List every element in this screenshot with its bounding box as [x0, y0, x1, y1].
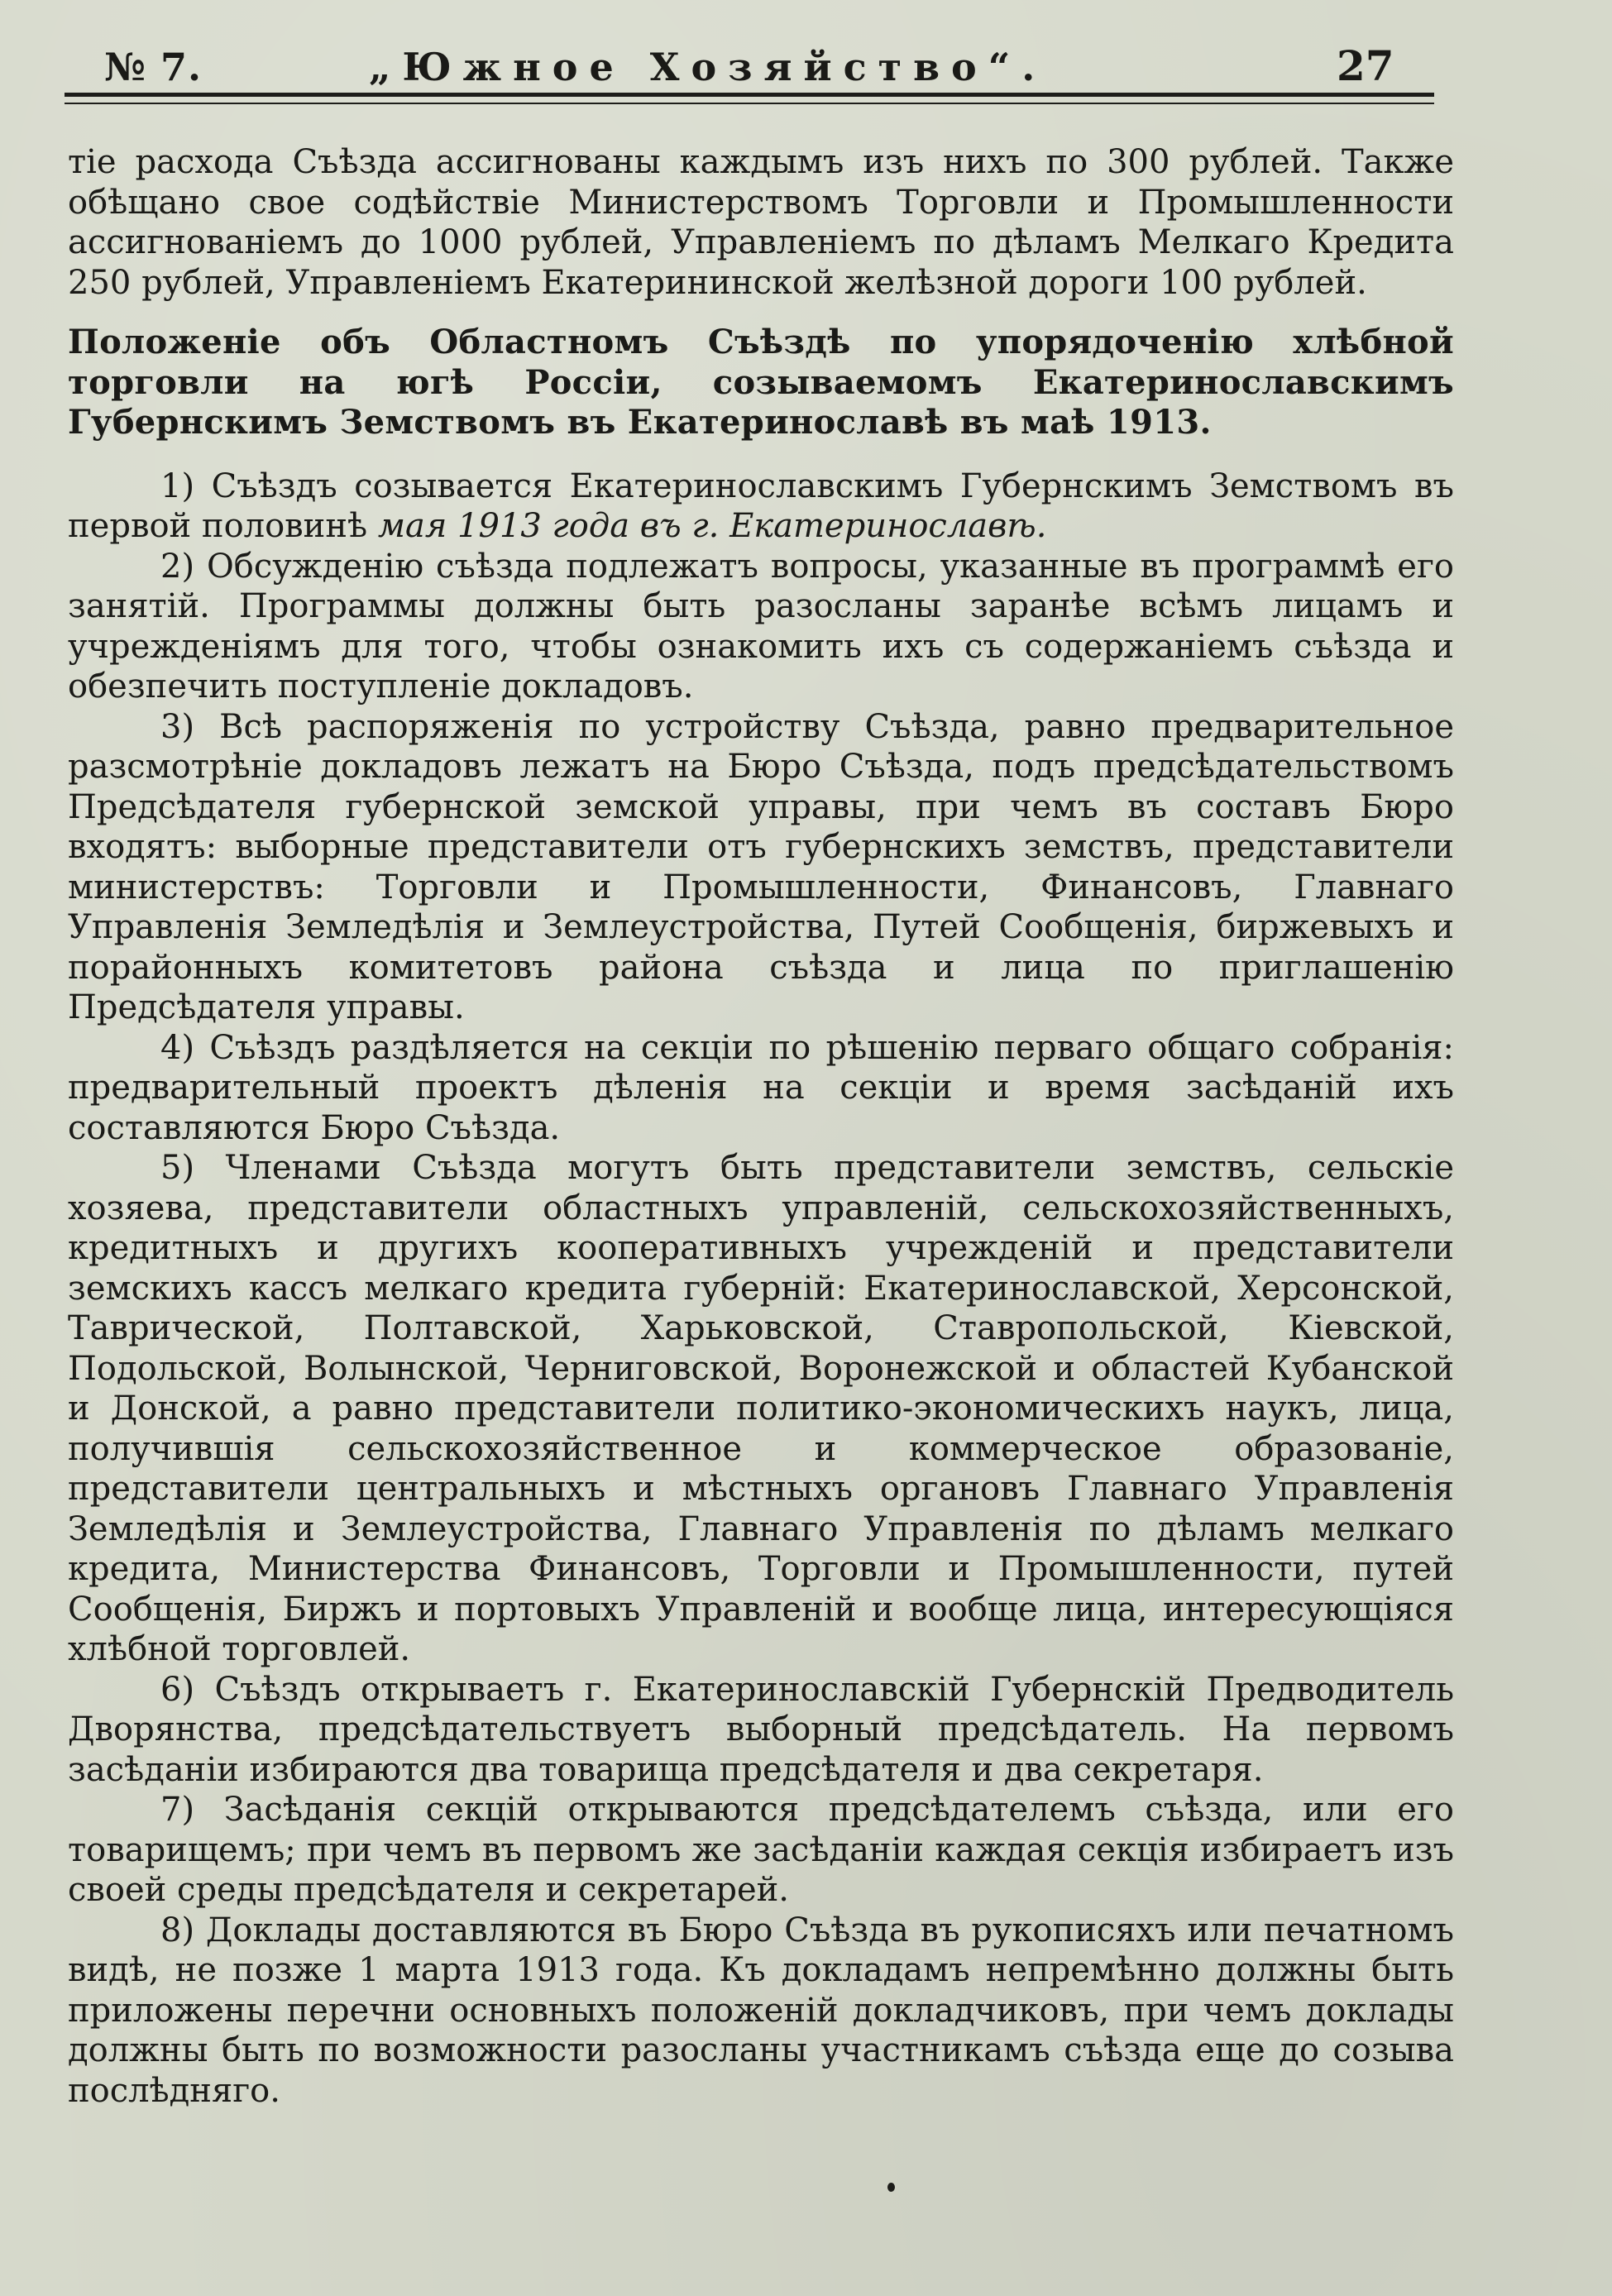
- running-header: [63, 33, 1436, 99]
- clause-8: 8) Доклады доставляются въ Бюро Съѣзда въ рукописяхъ или печатномъ видѣ, не позже 1 марта 1913 года. Къ докладамъ непремѣнно должны быть приложены перечни основныхъ положеній докладчиковъ, при чемъ доклады должны быть по возможности разосланы участникамъ съѣзда еще до созыва послѣдняго.: [68, 1911, 1454, 2110]
- header-rule-thick: [65, 93, 1434, 97]
- clause-5: 5) Членами Съѣзда могутъ быть представители земствъ, сельскіе хозяева, представители областныхъ управленій, сельскохозяйственныхъ, кредитныхъ и другихъ кооперативныхъ учрежденій и представители земскихъ кассъ мелкаго кредита губерній: Екатеринославской, Херсонской, Таврической, Полтавской, Харьковской, Ставропольской, Кіевской, Подольской, Волынской, Черниговской, Воронежской и областей Кубанской и Донской, а равно представители политико-экономическихъ наукъ, лица, получившія сельскохозяйственное и коммерческое образованіе, представители центральныхъ и мѣстныхъ органовъ Главнаго Управленія Земледѣлія и Землеустройства, Главнаго Управленія по дѣламъ мелкаго кредита, Министерства Финансовъ, Торговли и Промышленности, путей Сообщенія, Биржъ и портовыхъ Управленій и вообще лица, интересующіяся хлѣбной торговлей.: [68, 1149, 1454, 1668]
- journal-title: „Южное Хозяйство“.: [369, 45, 1047, 89]
- clause-3: 3) Всѣ распоряженія по устройству Съѣзда, равно предварительное разсмотрѣніе докладовъ лежатъ на Бюро Съѣзда, подъ предсѣдательствомъ Предсѣдателя губернской земской управы, при чемъ въ составъ Бюро входятъ: выборные представители отъ губернскихъ земствъ, представители министерствъ: Торговли и Промышленности, Финансовъ, Главнаго Управленія Земледѣлія и Землеустройства, Путей Сообщенія, биржевыхъ и порайонныхъ комитетовъ района съѣзда и лица по приглашенію Предсѣдателя управы.: [68, 707, 1454, 1026]
- clause-1-text: 1) Съѣздъ созывается Екатеринославскимъ Губернскимъ Земствомъ въ первой половинѣ: [68, 466, 1454, 545]
- clause-1-emphasis: мая 1913 года въ г. Екатеринославѣ.: [377, 507, 1047, 545]
- intro-paragraph: тіе расхода Съѣзда ассигнованы каждымъ изъ нихъ по 300 рублей. Также обѣщано свое содѣйствіе Министерствомъ Торговли и Промышленности ассигнованіемъ до 1000 рублей, Управленіемъ по дѣламъ Мелкаго Кредита 250 рублей, Управленіемъ Екатерининской желѣзной дороги 100 рублей.: [68, 143, 1454, 302]
- clause-1: [68, 466, 1454, 547]
- clause-6: 6) Съѣздъ открываетъ г. Екатеринославскій Губернскій Предводитель Дворянства, предсѣдательствуетъ выборный предсѣдатель. На первомъ засѣданіи избираются два товарища предсѣдателя и два секретаря.: [68, 1670, 1454, 1789]
- ink-dot: [887, 2183, 895, 2192]
- page-number: 27: [1337, 41, 1394, 90]
- issue-number: № 7.: [104, 45, 203, 89]
- article-body: [68, 142, 1454, 2111]
- clause-4: 4) Съѣздъ раздѣляется на секціи по рѣшенію перваго общаго собранія: предварительный проектъ дѣленія на секціи и время засѣданій ихъ составляются Бюро Съѣзда.: [68, 1028, 1454, 1147]
- header-rule-thin: [65, 103, 1434, 104]
- section-heading: Положеніе объ Областномъ Съѣздѣ по упорядоченію хлѣбной торговли на югѣ Россіи, созываемомъ Екатеринославскимъ Губернскимъ Земствомъ въ Екатеринославѣ въ маѣ 1913.: [68, 323, 1454, 442]
- clause-2: 2) Обсужденію съѣзда подлежатъ вопросы, указанные въ программѣ его занятій. Программы должны быть разосланы заранѣе всѣмъ лицамъ и учрежденіямъ для того, чтобы ознакомить ихъ съ содержаніемъ съѣзда и обезпечить поступленіе докладовъ.: [68, 547, 1454, 706]
- clause-7: 7) Засѣданія секцій открываются предсѣдателемъ съѣзда, или его товарищемъ; при чемъ въ первомъ же засѣданіи каждая секція избираетъ изъ своей среды предсѣдателя и секретарей.: [68, 1791, 1454, 1909]
